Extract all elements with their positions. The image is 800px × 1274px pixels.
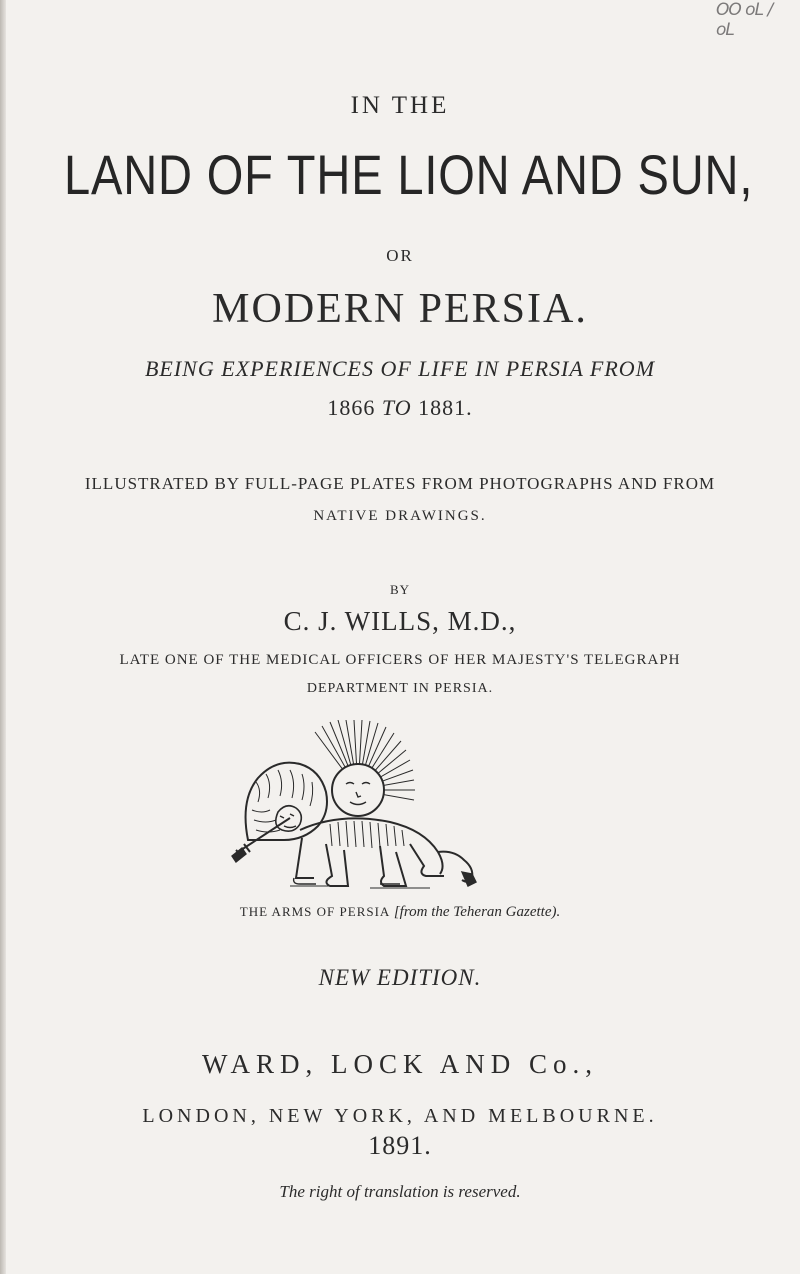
- illustrations-line-1: ILLUSTRATED BY FULL-PAGE PLATES FROM PHOTOGRAPHS AND FROM: [84, 474, 716, 493]
- year-end: 1881.: [418, 395, 473, 420]
- publisher-cities: LONDON, NEW YORK, AND MELBOURNE.: [142, 1105, 658, 1127]
- main-title: LAND OF THE LION AND SUN,: [64, 143, 754, 206]
- title-conjunction: OR: [386, 246, 414, 265]
- author-role-line-2: DEPARTMENT IN PERSIA.: [306, 681, 494, 696]
- publisher-name: WARD, LOCK AND Co.,: [201, 1049, 598, 1079]
- author-role-line-1: LATE ONE OF THE MEDICAL OFFICERS OF HER MAJESTY'S TELEGRAPH: [119, 652, 681, 668]
- illustrations-line-2: NATIVE DRAWINGS.: [313, 508, 487, 524]
- author-name: C. J. WILLS, M.D.,: [283, 606, 517, 636]
- year-start: 1866: [327, 395, 376, 420]
- date-to: TO: [381, 395, 412, 420]
- lion-and-sun-icon: [230, 720, 505, 890]
- title-prefix: IN THE: [350, 92, 450, 119]
- description-line: BEING EXPERIENCES OF LIFE IN PERSIA FROM: [144, 356, 656, 381]
- publication-year: 1891.: [368, 1131, 432, 1160]
- page-edge-shadow: [0, 0, 6, 1274]
- subtitle: MODERN PERSIA.: [212, 286, 588, 332]
- emblem-caption-text: THE ARMS OF PERSIA: [239, 904, 390, 919]
- date-range: [0, 395, 800, 421]
- rights-notice: The right of translation is reserved.: [279, 1182, 521, 1201]
- edition-label: NEW EDITION.: [318, 965, 482, 990]
- emblem-caption: [0, 904, 800, 921]
- handwritten-mark: OO oL / oL: [716, 0, 773, 40]
- emblem-caption-source: [from the Teheran Gazette).: [393, 904, 561, 920]
- by-label: BY: [389, 582, 411, 597]
